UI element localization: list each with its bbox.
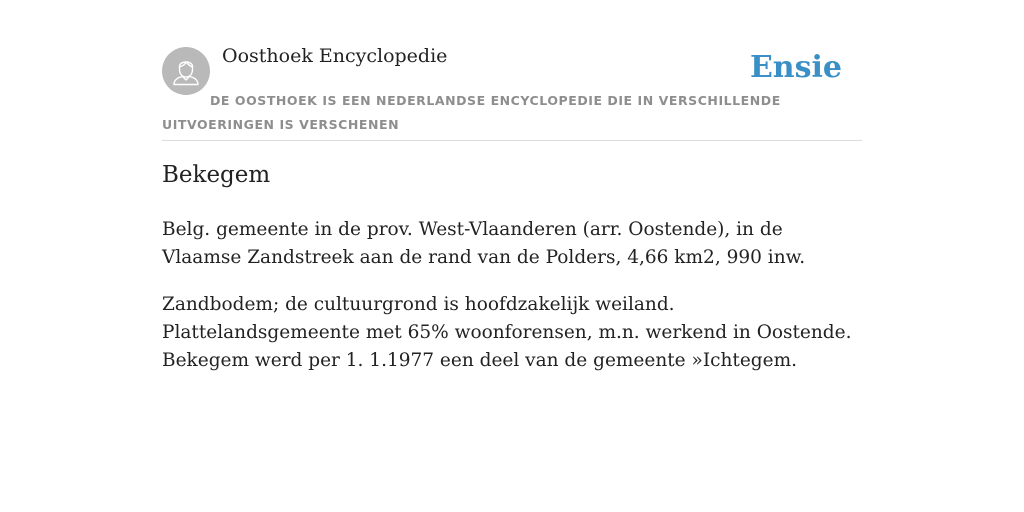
article-container bbox=[162, 0, 862, 371]
article-body bbox=[162, 216, 862, 394]
source-title[interactable]: Oosthoek Encyclopedie bbox=[222, 45, 448, 67]
avatar[interactable] bbox=[162, 47, 210, 95]
source-header bbox=[162, 0, 862, 141]
article-paragraph: Belg. gemeente in de prov. West-Vlaanderen (arr. Oostende), in de Vlaamse Zandstreek aan de rand van de Polders, 4,66 km2, 990 inw. bbox=[162, 219, 806, 268]
article-paragraph: Zandbodem; de cultuurgrond is hoofdzakelijk weiland. Plattelandsgemeente met 65% woonforensen, m.n. werkend in Oostende. Bekegem werd per 1. 1.1977 een deel van de gemeente »Ichtegem. bbox=[162, 294, 852, 371]
user-icon bbox=[162, 47, 210, 95]
source-subtitle: DE OOSTHOEK IS EEN NEDERLANDSE ENCYCLOPEDIE DIE IN VERSCHILLENDE UITVOERINGEN IS VERSCHENEN bbox=[162, 93, 781, 132]
article-title: Bekegem bbox=[162, 162, 271, 188]
brand-logo[interactable]: Ensie bbox=[749, 50, 842, 85]
